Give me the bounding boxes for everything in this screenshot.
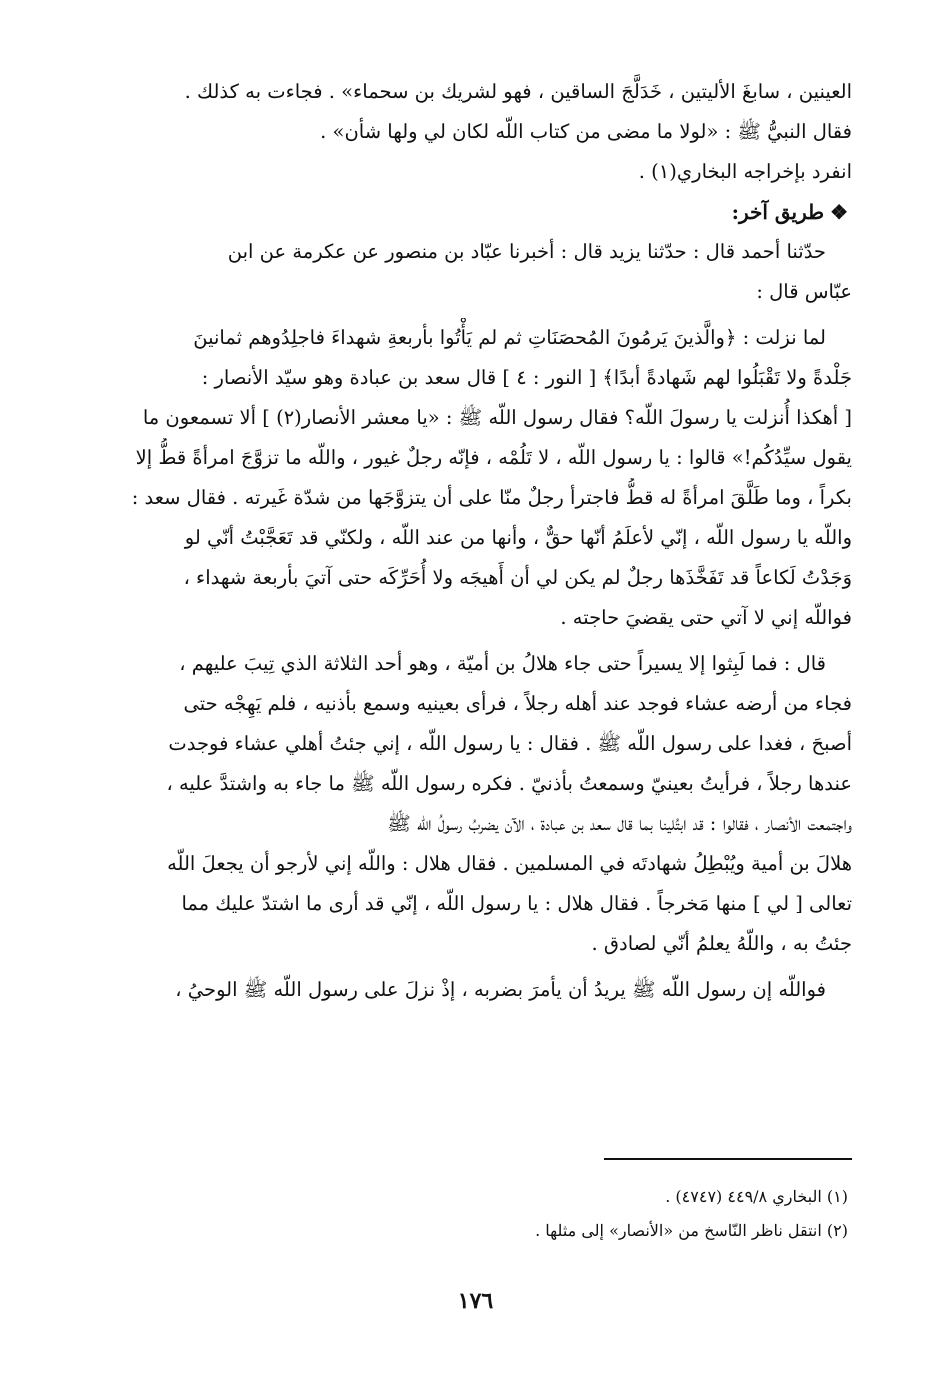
text-line: أصبحَ ، فغدا على رسول اللّه ﷺ . فقال : يا رسول اللّه ، إني جئتُ أهلي عشاء فوجدت	[168, 732, 852, 755]
text-line: عبّاس قال :	[756, 280, 852, 303]
text-line: عندها رجلاً ، فرأيتُ بعينيّ وسمعتُ بأذنيّ . فكره رسول اللّه ﷺ ما جاء به واشتدَّ عليه ،	[166, 772, 852, 795]
text-line: العينين ، سابغَ الأليتين ، خَدَلَّجَ الساقين ، فهو لشريك بن سحماء» . فجاءت به كذلك .	[184, 80, 852, 103]
text-line: تعالى [ لي ] منها مَخرجاً . فقال هلال : يا رسول اللّه ، إنّي قد أرى ما اشتدّ عليك مما	[181, 892, 852, 915]
footnotes	[248, 1180, 848, 1248]
text-line: انفرد بإخراجه البخاري(١) .	[638, 160, 852, 183]
section-heading-text: طريق آخر:	[731, 200, 825, 224]
diamond-bullet-icon: ❖	[830, 200, 848, 224]
text-line: واللّه يا رسول اللّه ، إنّي لأعلَمُ أنّها حقٌّ ، وأنها من عند اللّه ، ولكنّي قد تَعَجَّبْتُ أنّي لو	[184, 526, 852, 549]
text-line: يقول سيِّدُكُم!» قالوا : يا رسول اللّه ، لا تَلُمْه ، فإنّه رجلٌ غيور ، واللّه ما تزوَّجَ امرأةً قطُّ إلا	[135, 446, 852, 469]
text-line: لما نزلت : ﴿والَّذينَ يَرمُونَ المُحصَنَاتِ ثم لم يَأْتُوا بأربعةِ شهداءَ فاجلِدُوهم ثمانينَ	[193, 326, 826, 349]
text-line: هلالَ بن أمية ويُبْطِلُ شهادتَه في المسلمين . فقال هلال : واللّه إني لأرجو أن يجعلَ اللّه	[167, 852, 852, 875]
text-line: حدّثنا أحمد قال : حدّثنا يزيد قال : أخبرنا عبّاد بن منصور عن عكرمة عن ابن	[227, 240, 826, 263]
text-line: فواللّه إن رسول اللّه ﷺ يريدُ أن يأمرَ بضربه ، إذْ نزلَ على رسول اللّه ﷺ الوحيُ ،	[175, 978, 826, 1001]
text-line: فقال النبيُّ ﷺ : «لولا ما مضى من كتاب اللّه لكان لي ولها شأن» .	[320, 120, 852, 143]
text-line: فواللّه إني لا آتي حتى يقضيَ حاجته .	[560, 606, 852, 629]
text-line: قال : فما لَبِثوا إلا يسيراً حتى جاء هلالُ بن أميّة ، وهو أحد الثلاثة الذي تِيبَ عليهم ،	[179, 652, 826, 675]
text-line: جَلْدةً ولا تَقْبَلُوا لهم شَهادةً أبدًا﴾ [ النور : ٤ ] قال سعد بن عبادة وهو سيّد الأنصار :	[201, 366, 852, 389]
text-line: بكراً ، وما طَلَّقَ امرأةً له قطُّ فاجترأ رجلٌ منّا على أن يتزوَّجَها من شدّة غَيرته . فقال سعد :	[131, 486, 852, 509]
page-number: ١٧٦	[457, 1288, 494, 1314]
text-line: وَجَدْتُ لَكاعاً قد تَفَخَّذَها رجلٌ لم يكن لي أن أَهيجَه ولا أُحَرِّكَه حتى آتيَ بأربعة شهداء ،	[183, 566, 852, 589]
footnote: (١) البخاري ٤٤٩/٨ (٤٧٤٧) .	[665, 1187, 848, 1206]
page-body	[82, 72, 852, 1010]
text-line: فجاء من أرضه عشاء فوجد عند أهله رجلاً ، فرأى بعينيه وسمع بأذنيه ، فلم يَهِجْه حتى	[183, 692, 852, 715]
section-heading	[82, 192, 852, 232]
text-line: واجتمعت الأنصار ، فقالوا : قد ابتُلينا بما قال سعد بن عبادة ، الآن يضربُ رسولُ اللّه ﷺ	[387, 812, 852, 835]
footnote: (٢) انتقل ناظر النّاسخ من «الأنصار» إلى مثلها .	[535, 1221, 848, 1240]
text-line: جئتُ به ، واللّهُ يعلمُ أنّي لصادق .	[591, 932, 852, 955]
text-line: [ أهكذا أُنزلت يا رسولَ اللّه؟ فقال رسول اللّه ﷺ : «يا معشر الأنصار(٢) ] ألا تسمعون ما	[142, 406, 852, 429]
footnote-divider	[604, 1158, 852, 1160]
